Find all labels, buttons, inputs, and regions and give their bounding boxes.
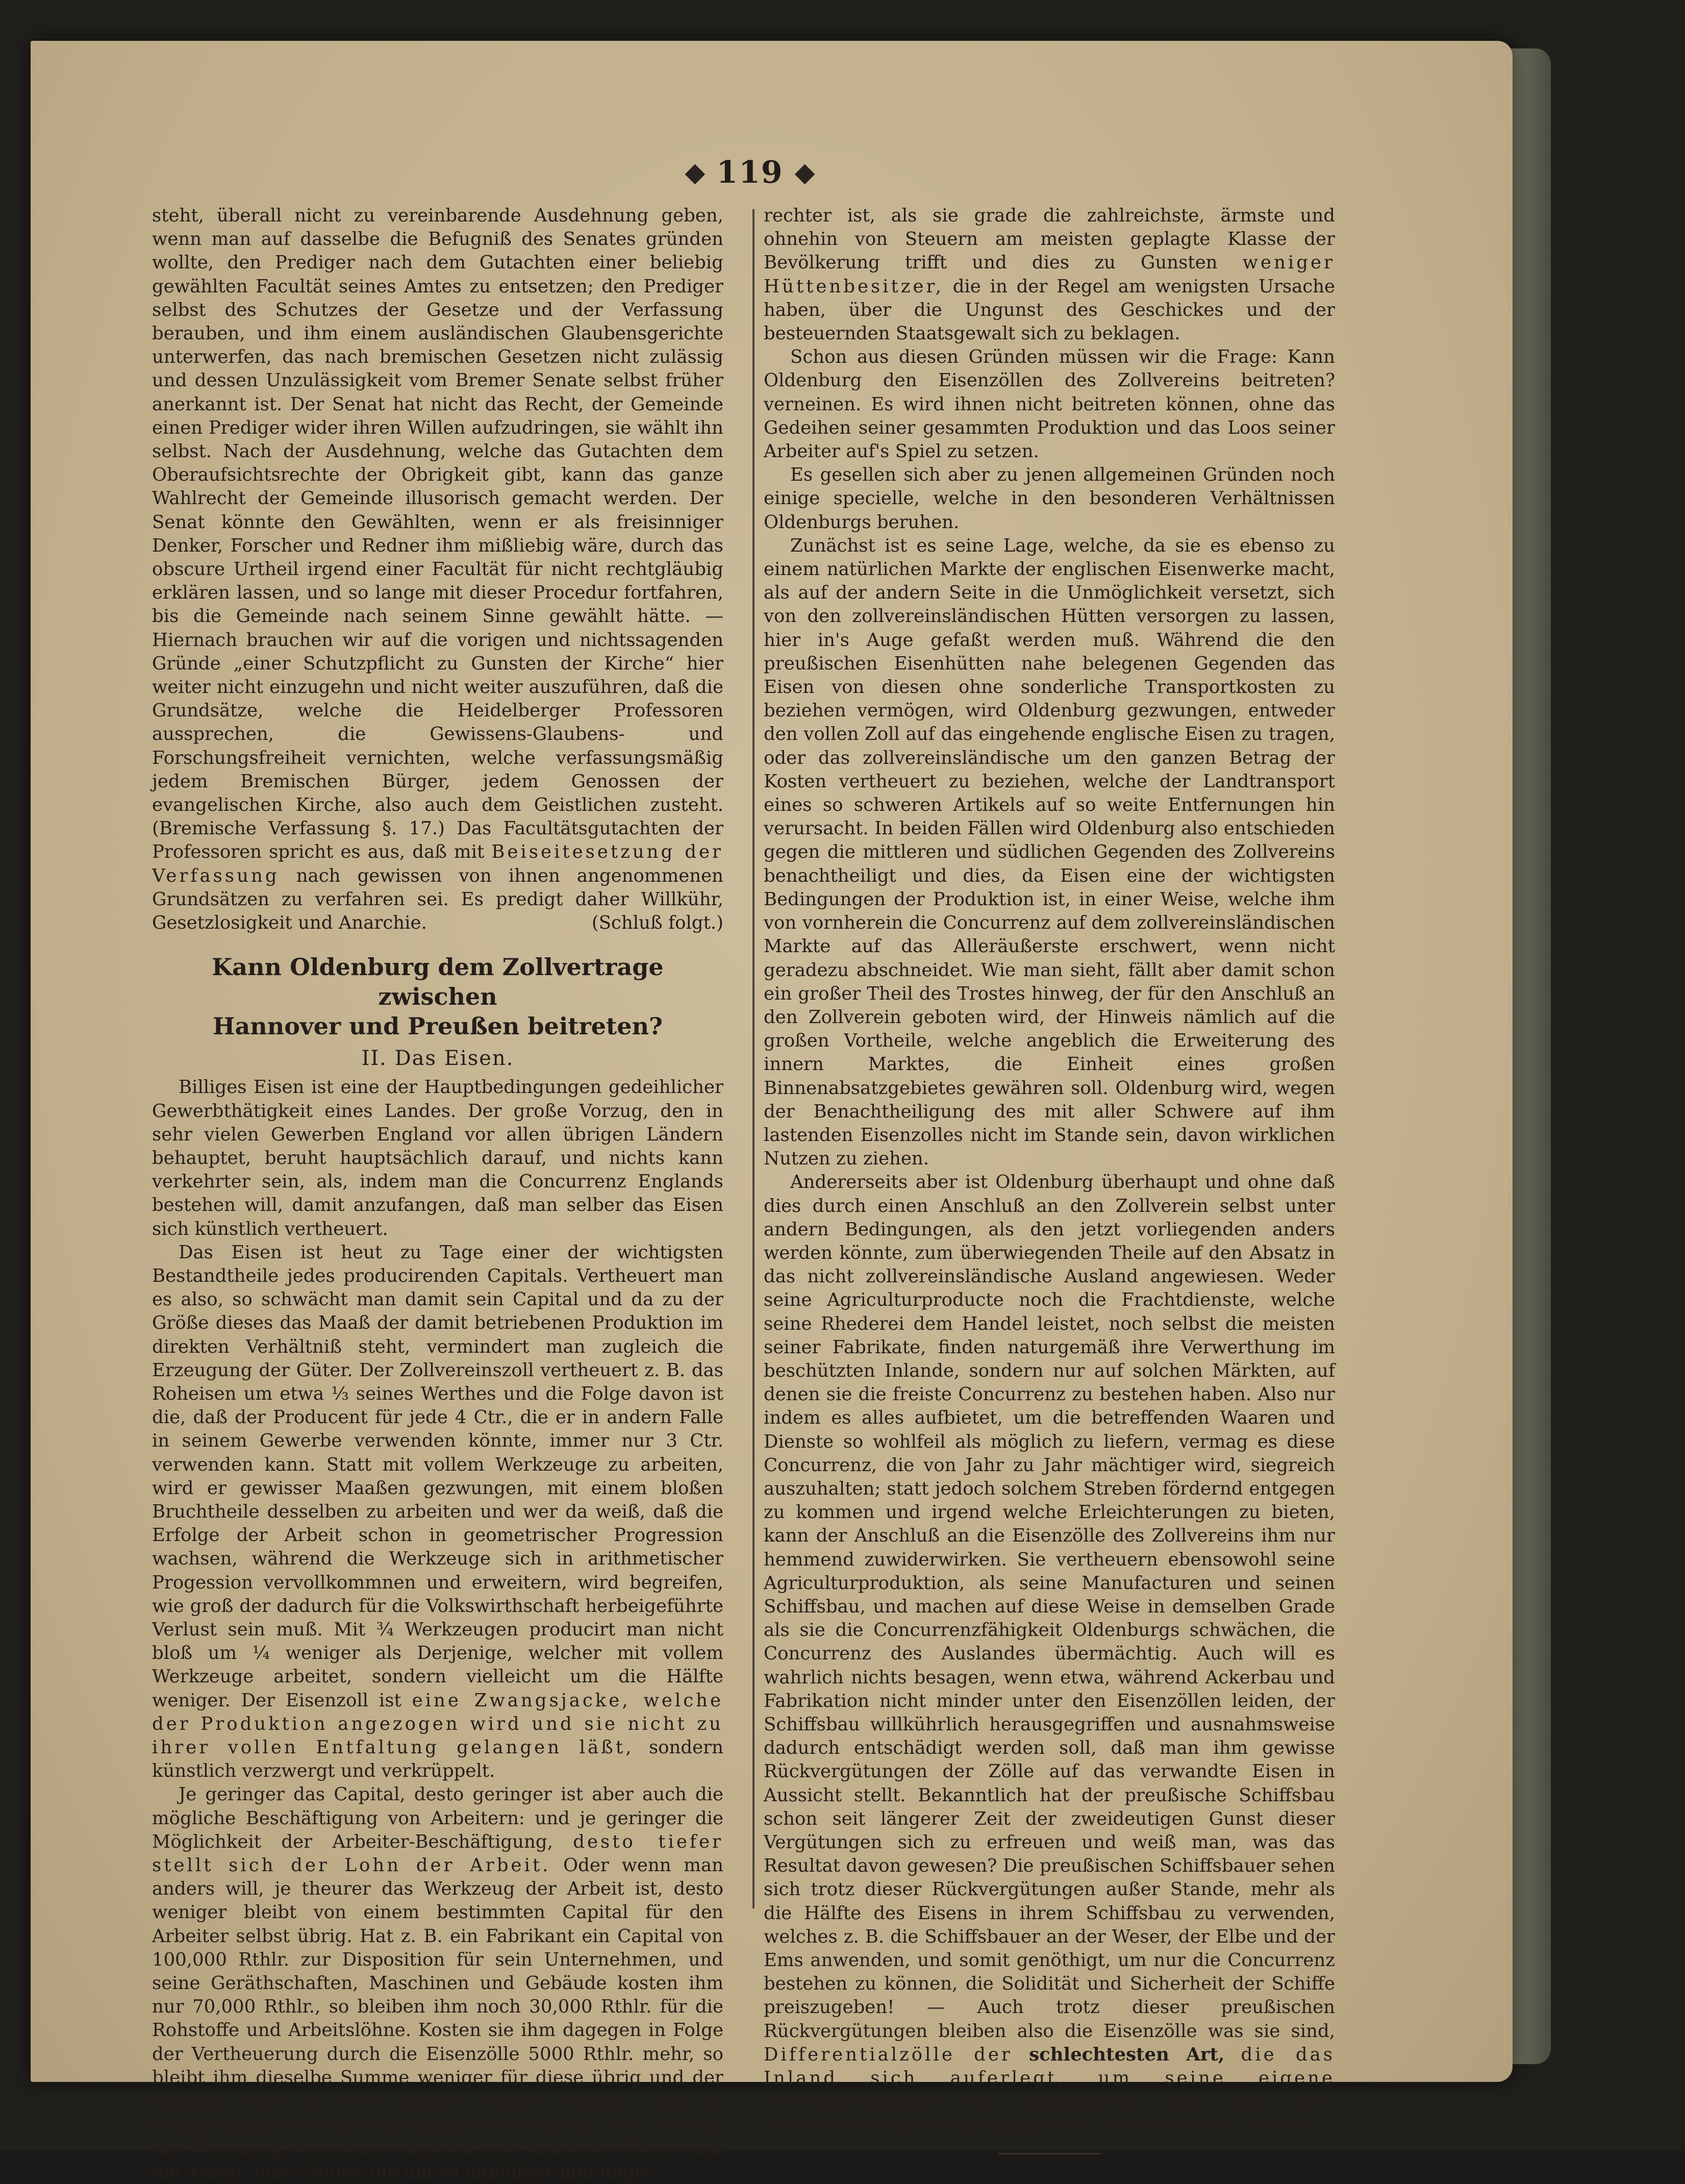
end-rule	[998, 2153, 1100, 2154]
paragraph-text: sondern künstlich verzwergt und verkrüppelt.	[152, 1736, 723, 1782]
article-heading	[152, 952, 723, 1041]
paragraph-text: Oder wenn man anders will, je theurer das Werkzeug der Arbeit ist, desto weniger bleibt von einem bestimmten Capital für den Arbeiter selbst übrig. Hat z. B. ein Fabrikant ein Capital von 100,000 Rthlr. zur Disposition für sein Unternehmen, und seine Geräthschaften, Maschinen und Gebäude kosten ihm nur 70,000 Rthlr., so bleiben ihm noch 30,000 Rthlr. für die Rohstoffe und Arbeitslöhne. Kosten sie ihm dagegen in Folge der Vertheuerung durch die Eisenzölle 5000 Rthlr. mehr, so bleibt ihm dieselbe Summe weniger für diese übrig und der Arbeiter muß es sich gefallen lassen, seinen Lohn in entsprechender Weise herabgesetzt zu sehen. Der Zoll auf das Werkzeug wird somit zugleich eine lähmende Steuer auf die Arbeit, eine Steuer, die um so unbilliger und unge-	[152, 1855, 723, 2182]
paragraph-text: Andererseits aber ist Oldenburg überhaupt und ohne daß dies durch einen Anschluß an den Zollverein selbst unter andern Bedingungen, als den jetzt vorliegenden anders werden könnte, zum überwiegenden Theile auf den Absatz in das nicht zollvereinsländische Ausland angewiesen. Weder seine Agriculturproducte noch die Frachtdienste, welche seine Rhederei dem Handel leistet, noch selbst die meisten seiner Fabrikate, finden naturgemäß ihre Verwerthung im beschützten Inlande, sondern nur auf solchen Märkten, auf denen sie die freiste Concurrenz zu bestehen haben. Also nur indem es alles aufbietet, um die betreffenden Waaren und Dienste so wohlfeil als möglich zu liefern, vermag es diese Concurrenz, die von Jahr zu Jahr mächtiger wird, siegreich auszuhalten; statt jedoch solchem Streben fördernd entgegen zu kommen und irgend welche Erleichterungen zu bieten, kann der Anschluß an die Eisenzölle des Zollvereins ihm nur hemmend zuwiderwirken. Sie vertheuern ebensowohl seine Agriculturproduktion, als seine Manufacturen und seinen Schiffsbau, und machen auf diese Weise in demselben Grade als sie die Concurrenzfähigkeit Oldenburgs schwächen, die Concurrenz des Auslandes übermächtig. Auch will es wahrlich nichts besagen, wenn etwa, während Ackerbau und Fabrikation nicht minder unter den Eisenzöllen leiden, der Schiffsbau willkührlich herausgegriffen und ausnahmsweise dadurch entschädigt werden soll, daß man ihm gewisse Rückvergütungen der Zölle auf das verwandte Eisen in Aussicht stellt. Bekanntlich hat der preußische Schiffsbau schon seit längerer Zeit der zweideutigen Gunst dieser Vergütungen sich zu erfreuen und weiß man, was das Resultat davon gewesen? Die preußischen Schiffsbauer sehen sich trotz dieser Rückvergütungen außer Stande, mehr als die Hälfte des Eisens in ihrem Schiffsbau zu verwenden, welches z. B. die Schiffsbauer an der Weser, der Elbe und der Ems anwenden, und somit genöthigt, um nur die Concurrenz bestehen zu können, die Solidität und Sicherheit der Schiffe preiszugeben! — Auch trotz dieser preußischen Rückvergütungen bleiben also die Eisenzölle was sie sind,	[764, 1172, 1335, 2042]
spaced-text: desto tiefer stellt sich der Lohn der Arbeit.	[152, 1831, 723, 1876]
paragraph-text: Das Eisen ist heut zu Tage einer der wichtigsten Bestandtheile jedes producirenden Capitals. Vertheuert man es also, so schwächt man damit sein Capital und da zu der Größe dieses das Maaß der damit betriebenen Produktion im direkten Verhältniß steht, vermindert man zugleich die Erzeugung der Güter. Der Zollvereinszoll vertheuert z. B. das Roheisen um etwa ⅓ seines Werthes und die Folge davon ist die, daß der Producent für jede 4 Ctr., die er in andern Falle in seinem Gewerbe verwenden könnte, immer nur 3 Ctr. verwenden kann. Statt mit vollem Werkzeuge zu arbeiten, wird er gewisser Maaßen gezwungen, mit einem bloßen Bruchtheile desselben zu arbeiten und wer da weiß, daß die Erfolge der Arbeit schon in geometrischer Progression wachsen, während die Werkzeuge sich in arithmetischer Progession vervollkommnen und erweitern, wird begreifen, wie groß der dadurch für die Volkswirthschaft herbeigeführte Verlust sein muß. Mit ¾ Werkzeugen producirt man nicht bloß um ¼ weniger als Derjenige, welcher mit vollem Werkzeuge arbeitet, sondern vielleicht um die Hälfte weniger. Der Eisenzoll ist	[152, 1242, 723, 1711]
article-subheading: II. Das Eisen.	[361, 1047, 514, 1071]
paragraph: Es gesellen sich aber zu jenen allgemeinen Gründen noch einige specielle, welche in den besonderen Verhältnissen Oldenburgs beruhen.	[764, 464, 1335, 533]
spaced-text: die das Inland sich auferlegt, um seine eigene Gewerbsamkeit zu schädigen und die des concurrirenden Auslandes in Vortheil zu setzen.	[764, 2044, 1335, 2136]
ornament-left-icon: ◆	[685, 157, 706, 188]
paragraph	[764, 204, 1335, 345]
spaced-text: eine Zwangsjacke, welche der Produktion angezogen wird und sie nicht zu ihrer vollen Entfaltung gelangen läßt,	[152, 1690, 723, 1758]
bold-text: schlechtesten Art,	[1029, 2044, 1225, 2065]
paragraph: Billiges Eisen ist eine der Hauptbedingungen gedeihlicher Gewerbthätigkeit eines Landes. Der große Vorzug, den in sehr vielen Gewerben England vor allen übrigen Ländern behauptet, beruht hauptsächlich darauf, und nichts kann verkehrter sein, als, indem man die Concurrenz Englands bestehen will, damit anzufangen, daß man selber das Eisen sich künstlich vertheuert.	[152, 1077, 723, 1239]
ornament-right-icon: ◆	[794, 157, 815, 188]
paragraph-text: Je geringer das Capital, desto geringer ist aber auch die mögliche Beschäftigung von Arbeitern: und je geringer die Möglichkeit der Arbeiter-Beschäftigung,	[152, 1784, 723, 1852]
spaced-text: Beiseitesetzung der Verfassung	[152, 841, 723, 886]
page-header	[643, 152, 857, 193]
continued-note: (Schluß folgt.)	[591, 912, 723, 934]
spaced-text: weniger Hüttenbesitzer,	[764, 252, 1335, 297]
page-number: 119	[716, 155, 784, 190]
paragraph-text: steht, überall nicht zu vereinbarende Ausdehnung geben, wenn man auf dasselbe die Befugniß des Senates gründen wollte, den Prediger nach dem Gutachten einer beliebig gewählten Facultät seines Amtes zu entsetzen; den Prediger selbst des Schutzes der Gesetze und der Verfassung berauben, und ihm einem ausländischen Glaubensgerichte unterwerfen, das nach bremischen Gesetzen nicht zulässig und dessen Unzulässigkeit vom Bremer Senate selbst früher anerkannt ist. Der Senat hat nicht das Recht, der Gemeinde einen Prediger wider ihren Willen aufzudringen, sie wählt ihn selbst. Nach der Ausdehnung, welche das Gutachten dem Oberaufsichtsrechte der Obrigkeit gibt, kann das ganze Wahlrecht der Gemeinde illusorisch gemacht werden. Der Senat könnte den Gewählten, wenn er als freisinniger Denker, Forscher und Redner ihm mißliebig wäre, durch das obscure Urtheil irgend einer Facultät für nicht rechtgläubig erklären lassen, und so lange mit dieser Procedur fortfahren, bis die Gemeinde nach seinem Sinne gewählt hätte. — Hiernach brauchen wir auf die vorigen und nichtssagenden Gründe „einer Schutzpflicht zu Gunsten der Kirche“ hier weiter nicht einzugehn und nicht weiter auszuführen, daß die Grundsätze, welche die Heidelberger Professoren aussprechen, die Gewissens-Glaubens- und Forschungsfreiheit vernichten, welche verfassungsmäßig jedem Bremischen Bürger, jedem Genossen der evangelischen Kirche, also auch dem Geistlichen zusteht. (Bremische Verfassung §. 17.) Das Facultätsgutachten der Professoren spricht es aus, daß mit	[152, 205, 723, 863]
right-column	[764, 204, 1335, 2154]
spaced-text: Differentialzölle der	[764, 2044, 1013, 2065]
paragraph-text: die in der Regel am wenigsten Ursache haben, über die Ungunst des Geschickes und der besteuernden Staatsgewalt sich zu beklagen.	[764, 276, 1335, 344]
paragraph-text: rechter ist, als sie grade die zahlreichste, ärmste und ohnehin von Steuern am meisten geplagte Klasse der Bevölkerung trifft und dies zu Gunsten	[764, 205, 1335, 274]
paragraph	[152, 204, 723, 935]
paragraph-text: nach gewissen von ihnen angenommenen Grundsätzen zu verfahren sei. Es predigt daher Willkühr, Gesetzlosigkeit und Anarchie.	[152, 865, 723, 934]
paragraph	[152, 1783, 723, 2183]
heading-line: Kann Oldenburg dem Zollvertrage zwischen	[212, 953, 664, 1011]
paragraph	[764, 1171, 1335, 2137]
heading-line: Hannover und Preußen beitreten?	[213, 1012, 663, 1040]
column-divider	[752, 209, 755, 1908]
left-column	[152, 204, 723, 2184]
paragraph: Zunächst ist es seine Lage, welche, da sie es ebenso zu einem natürlichen Markte der englischen Eisenwerke macht, als auf der andern Seite in die Unmöglichkeit versetzt, sich von den zollvereinsländischen Hütten versorgen zu lassen, hier in's Auge gefaßt werden muß. Während die den preußischen Eisenhütten nahe belegenen Gegenden das Eisen von diesen ohne sonderliche Transportkosten zu beziehen vermögen, wird Oldenburg gezwungen, entweder den vollen Zoll auf das eingehende englische Eisen zu tragen, oder das zollvereinsländische um den ganzen Betrag der Kosten vertheuert zu beziehen, welche der Landtransport eines so schweren Artikels auf so weite Entfernungen hin verursacht. In beiden Fällen wird Oldenburg also entschieden gegen die mittleren und südlichen Gegenden des Zollvereins benachtheiligt und dies, da Eisen eine der wichtigsten Bedingungen der Produktion ist, in einer Weise, welche ihm von vornherein die Concurrenz auf dem zollvereinsländischen Markte auf das Alleräußerste erschwert, wenn nicht geradezu abschneidet. Wie man sieht, fällt aber damit schon ein großer Theil des Trostes hinweg, der für den Anschluß an den Zollverein geboten wird, der Hinweis nämlich auf die großen Vortheile, welche angeblich die Erweiterung des innern Marktes, die Einheit eines großen Binnenabsatzgebietes gewähren soll. Oldenburg wird, wegen der Benachtheiligung des mit aller Schwere auf ihm lastenden Eisenzolles nicht im Stande sein, davon wirklichen Nutzen zu ziehen.	[764, 535, 1335, 1170]
paragraph: Schon aus diesen Gründen müssen wir die Frage: Kann Oldenburg den Eisenzöllen des Zollvereins beitreten? verneinen. Es wird ihnen nicht beitreten können, ohne das Gedeihen seiner gesammten Produktion und das Loos seiner Arbeiter auf's Spiel zu setzen.	[764, 346, 1335, 462]
paragraph	[152, 1241, 723, 1783]
